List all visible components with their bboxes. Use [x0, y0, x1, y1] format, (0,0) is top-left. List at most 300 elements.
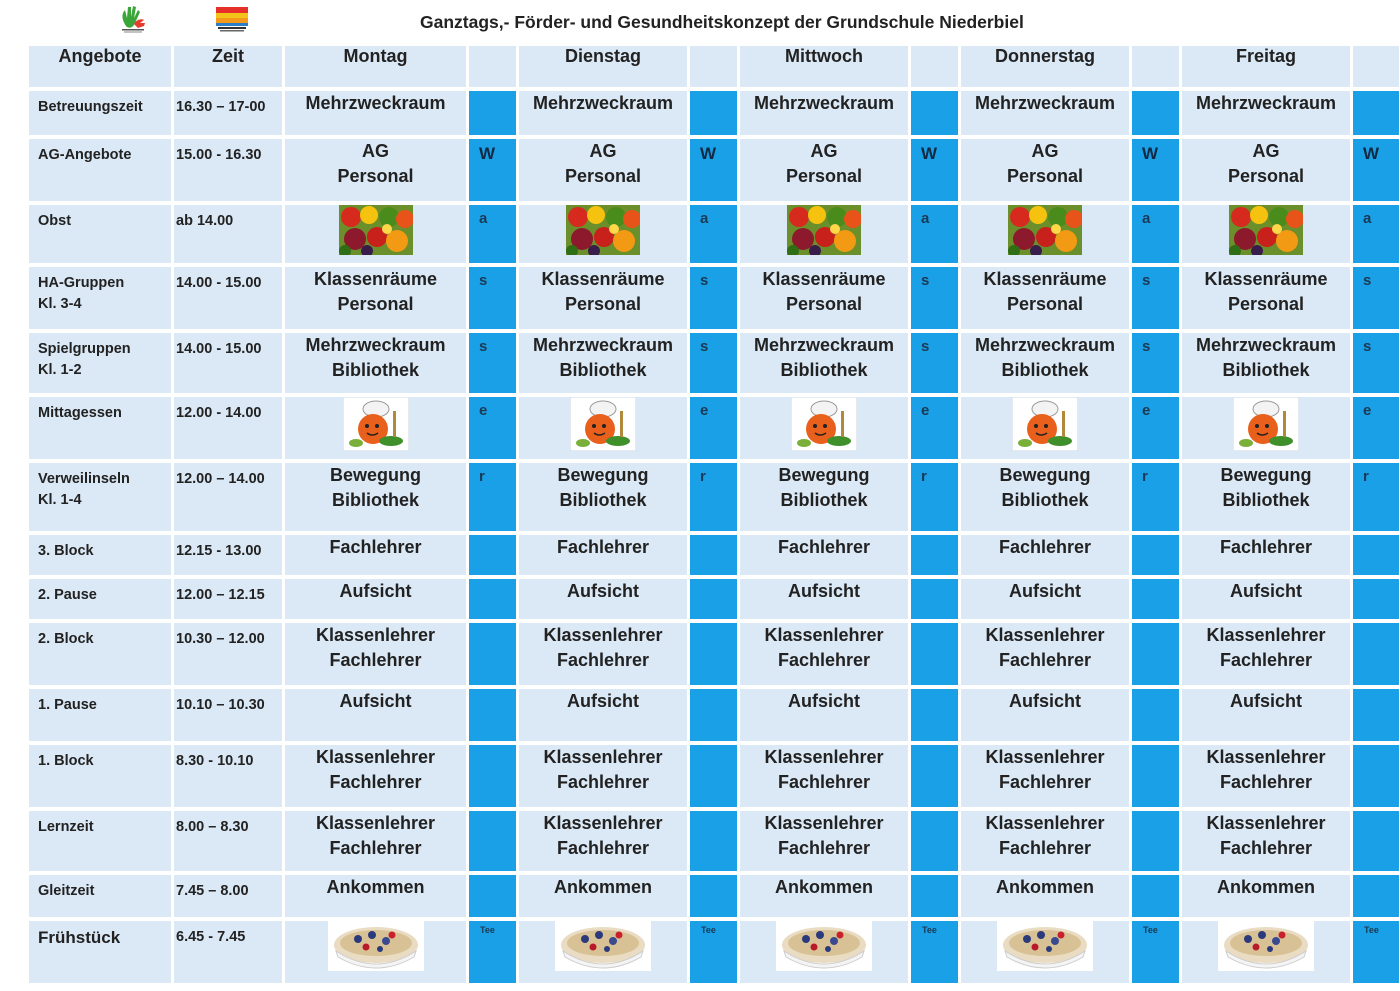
vertical-letter-cell: s — [1353, 333, 1399, 393]
cell-text: Fachlehrer — [556, 772, 650, 792]
cell-text: Bibliothek — [559, 360, 647, 380]
vertical-letter-cell — [911, 623, 958, 685]
cell-dienstag — [519, 139, 687, 201]
cell-text: Personal — [785, 166, 863, 186]
cell-mittwoch — [740, 205, 908, 263]
vertical-letter-cell — [1353, 745, 1399, 807]
cell-text: AG — [1252, 141, 1280, 161]
column-header-gap — [911, 46, 958, 87]
vertical-letter-cell — [1132, 811, 1179, 871]
row-label — [29, 745, 171, 807]
vertical-letter-cell — [469, 623, 516, 685]
cell-dienstag — [519, 745, 687, 807]
cell-donnerstag — [961, 333, 1129, 393]
vertical-letter-cell: r — [911, 463, 958, 531]
cell-freitag — [1182, 397, 1350, 459]
row-label — [29, 267, 171, 329]
cell-text: Klassenlehrer — [315, 813, 436, 833]
table-row — [29, 333, 1399, 393]
cell-text: AG — [1031, 141, 1059, 161]
vertical-letter-cell: Tee — [911, 921, 958, 983]
cell-text: Klassenlehrer — [1206, 625, 1326, 645]
vertical-letter-cell: s — [469, 267, 516, 329]
vertical-letter-cell — [469, 745, 516, 807]
cell-text: Mehrzweckraum — [532, 93, 674, 113]
row-label-line: 2. Pause — [38, 587, 97, 603]
row-label — [29, 139, 171, 201]
column-header-montag: Montag — [285, 46, 466, 87]
row-label — [29, 579, 171, 619]
chef-vegetables-picture — [343, 397, 409, 451]
header-row — [29, 46, 1399, 87]
cell-dienstag — [519, 91, 687, 135]
vertical-letter-cell — [1132, 745, 1179, 807]
row-time: 7.45 – 8.00 — [174, 875, 282, 917]
cell-text: Bewegung — [329, 465, 421, 485]
table-row — [29, 579, 1399, 619]
row-label — [29, 811, 171, 871]
cell-text: Personal — [785, 294, 863, 314]
cell-text: Mehrzweckraum — [1195, 93, 1337, 113]
cell-mittwoch — [740, 139, 908, 201]
cell-text: Personal — [564, 166, 642, 186]
column-header-angebote: Angebote — [29, 46, 171, 87]
table-row — [29, 811, 1399, 871]
vertical-letter-cell — [911, 811, 958, 871]
row-label-line: Gleitzeit — [38, 883, 95, 899]
table-row — [29, 745, 1399, 807]
page-title: Ganztags,- Förder- und Gesundheitskonzept der Grundschule Niederbiel — [420, 12, 1024, 32]
cell-montag — [285, 463, 466, 531]
cell-dienstag — [519, 811, 687, 871]
vertical-letter-cell: a — [1132, 205, 1179, 263]
vertical-letter-cell: s — [1132, 333, 1179, 393]
table-row — [29, 267, 1399, 329]
cell-text: Klassenlehrer — [1206, 813, 1326, 833]
cell-montag — [285, 397, 466, 459]
cell-mittwoch — [740, 333, 908, 393]
chef-vegetables-picture — [570, 397, 636, 451]
cell-freitag — [1182, 921, 1350, 983]
cell-text: Fachlehrer — [1219, 650, 1313, 670]
row-time: ab 14.00 — [174, 205, 282, 263]
vertical-letter-cell — [469, 91, 516, 135]
cell-text: Personal — [564, 294, 642, 314]
cell-text: Fachlehrer — [1219, 838, 1313, 858]
vertical-letter-cell — [1353, 535, 1399, 575]
cell-montag — [285, 875, 466, 917]
cell-mittwoch — [740, 579, 908, 619]
row-time: 12.00 – 12.15 — [174, 579, 282, 619]
cell-dienstag — [519, 875, 687, 917]
row-label — [29, 463, 171, 531]
cell-mittwoch — [740, 921, 908, 983]
cell-text: Fachlehrer — [998, 650, 1092, 670]
cell-donnerstag — [961, 811, 1129, 871]
cell-donnerstag — [961, 205, 1129, 263]
vertical-letter-cell: e — [1353, 397, 1399, 459]
cell-text: Bewegung — [778, 465, 870, 485]
cell-text: Mehrzweckraum — [305, 335, 446, 355]
vertical-letter-cell — [469, 875, 516, 917]
row-label-line: Verweilinseln — [38, 471, 130, 487]
cell-text: Mehrzweckraum — [974, 335, 1116, 355]
cell-text: Klassenlehrer — [764, 625, 884, 645]
muesli-bowl-picture — [776, 921, 872, 971]
table-row — [29, 205, 1399, 263]
cell-montag — [285, 811, 466, 871]
school-logo-icon — [214, 6, 250, 32]
cell-text: Mehrzweckraum — [974, 93, 1116, 113]
vertical-letter-cell: s — [911, 267, 958, 329]
vertical-letter-cell — [690, 535, 737, 575]
cell-text: Klassenräume — [313, 269, 438, 289]
vertical-letter-cell — [911, 579, 958, 619]
row-label-line: Frühstück — [38, 928, 121, 947]
cell-text: Fachlehrer — [1219, 772, 1313, 792]
row-label — [29, 875, 171, 917]
vertical-letter-cell — [1353, 811, 1399, 871]
cell-text: Bibliothek — [780, 490, 868, 510]
fruit-vegetables-picture — [566, 205, 640, 255]
row-label — [29, 91, 171, 135]
cell-freitag — [1182, 623, 1350, 685]
cell-dienstag — [519, 535, 687, 575]
cell-montag — [285, 535, 466, 575]
cell-text: Aufsicht — [1230, 691, 1302, 711]
muesli-bowl-picture — [1218, 921, 1314, 971]
cell-montag — [285, 689, 466, 741]
cell-dienstag — [519, 463, 687, 531]
cell-text: Fachlehrer — [777, 838, 871, 858]
cell-text: Ankommen — [326, 877, 425, 897]
cell-freitag — [1182, 875, 1350, 917]
vertical-letter-cell: e — [1132, 397, 1179, 459]
cell-montag — [285, 333, 466, 393]
cell-text: Personal — [1006, 294, 1084, 314]
cell-text: Bibliothek — [780, 360, 868, 380]
chef-vegetables-picture — [1012, 397, 1078, 451]
row-time: 8.30 - 10.10 — [174, 745, 282, 807]
vertical-letter-cell — [690, 745, 737, 807]
cell-mittwoch — [740, 623, 908, 685]
cell-text: Klassenlehrer — [315, 625, 436, 645]
cell-montag — [285, 579, 466, 619]
fruit-vegetables-picture — [1008, 205, 1082, 255]
muesli-bowl-picture — [328, 921, 424, 971]
row-time: 6.45 - 7.45 — [174, 921, 282, 983]
cell-donnerstag — [961, 397, 1129, 459]
table-row — [29, 91, 1399, 135]
cell-text: Aufsicht — [788, 691, 860, 711]
cell-text: Klassenlehrer — [985, 813, 1105, 833]
row-time: 10.30 – 12.00 — [174, 623, 282, 685]
vertical-letter-cell: e — [690, 397, 737, 459]
vertical-letter-cell — [690, 91, 737, 135]
chef-vegetables-picture — [1233, 397, 1299, 451]
vertical-letter-cell: s — [469, 333, 516, 393]
vertical-letter-cell — [690, 623, 737, 685]
cell-text: Mehrzweckraum — [532, 335, 674, 355]
cell-text: Fachlehrer — [556, 537, 650, 557]
cell-text: Klassenräume — [762, 269, 886, 289]
vertical-letter-cell — [690, 689, 737, 741]
cell-text: Bibliothek — [559, 490, 647, 510]
vertical-letter-cell: a — [911, 205, 958, 263]
vertical-letter-cell — [911, 91, 958, 135]
table-row — [29, 875, 1399, 917]
vertical-letter-cell: r — [1353, 463, 1399, 531]
row-label-line: Spielgruppen — [38, 341, 131, 357]
vertical-letter-cell — [1132, 579, 1179, 619]
cell-dienstag — [519, 205, 687, 263]
vertical-letter-cell: W — [1353, 139, 1399, 201]
vertical-letter-cell — [1132, 623, 1179, 685]
cell-montag — [285, 623, 466, 685]
vertical-letter-cell — [911, 745, 958, 807]
row-time: 12.00 - 14.00 — [174, 397, 282, 459]
row-label — [29, 535, 171, 575]
cell-donnerstag — [961, 921, 1129, 983]
row-label-line: 1. Pause — [38, 697, 97, 713]
vertical-letter-cell — [1353, 91, 1399, 135]
fruit-vegetables-picture — [339, 205, 413, 255]
cell-text: Fachlehrer — [556, 650, 650, 670]
cell-text: Bibliothek — [1001, 490, 1089, 510]
cell-text: Klassenlehrer — [985, 625, 1105, 645]
cell-text: Klassenlehrer — [315, 747, 436, 767]
cell-donnerstag — [961, 535, 1129, 575]
vertical-letter-cell: W — [1132, 139, 1179, 201]
cell-text: Personal — [1227, 166, 1305, 186]
cell-donnerstag — [961, 689, 1129, 741]
vertical-letter-cell: e — [911, 397, 958, 459]
cell-text: Bewegung — [1220, 465, 1312, 485]
cell-donnerstag — [961, 579, 1129, 619]
cell-dienstag — [519, 921, 687, 983]
cell-freitag — [1182, 579, 1350, 619]
table-row — [29, 139, 1399, 201]
vertical-letter-cell — [1132, 689, 1179, 741]
cell-mittwoch — [740, 745, 908, 807]
cell-text: AG — [362, 141, 389, 161]
cell-text: Ankommen — [1216, 877, 1315, 897]
chef-vegetables-picture — [791, 397, 857, 451]
table-row — [29, 689, 1399, 741]
cell-text: Klassenlehrer — [985, 747, 1105, 767]
vertical-letter-cell — [1353, 689, 1399, 741]
row-label-line: AG-Angebote — [38, 147, 132, 163]
table-row — [29, 535, 1399, 575]
schedule-table — [26, 42, 1400, 987]
column-header-zeit: Zeit — [174, 46, 282, 87]
vertical-letter-cell: s — [690, 267, 737, 329]
cell-text: Fachlehrer — [777, 772, 871, 792]
vertical-letter-cell: s — [911, 333, 958, 393]
row-label-line: Betreuungszeit — [38, 99, 143, 115]
cell-text: Mehrzweckraum — [753, 93, 895, 113]
cell-text: Klassenlehrer — [1206, 747, 1326, 767]
row-time: 12.00 – 14.00 — [174, 463, 282, 531]
cell-text: Bibliothek — [1001, 360, 1089, 380]
cell-freitag — [1182, 205, 1350, 263]
cell-donnerstag — [961, 875, 1129, 917]
cell-text: Klassenräume — [1204, 269, 1328, 289]
cell-text: Fachlehrer — [998, 537, 1092, 557]
cell-mittwoch — [740, 535, 908, 575]
vertical-letter-cell — [1132, 535, 1179, 575]
vertical-letter-cell: a — [469, 205, 516, 263]
column-header-freitag: Freitag — [1182, 46, 1350, 87]
column-header-dienstag: Dienstag — [519, 46, 687, 87]
cell-text: Fachlehrer — [556, 838, 650, 858]
vertical-letter-cell — [1353, 623, 1399, 685]
vertical-letter-cell: r — [690, 463, 737, 531]
cell-freitag — [1182, 811, 1350, 871]
cell-mittwoch — [740, 689, 908, 741]
vertical-letter-cell — [911, 875, 958, 917]
vertical-letter-cell: Tee — [690, 921, 737, 983]
row-label — [29, 623, 171, 685]
cell-mittwoch — [740, 811, 908, 871]
vertical-letter-cell: W — [911, 139, 958, 201]
row-label-line: 2. Block — [38, 631, 94, 647]
vertical-letter-cell — [1353, 579, 1399, 619]
cell-donnerstag — [961, 623, 1129, 685]
fruit-vegetables-picture — [1229, 205, 1303, 255]
row-time: 10.10 – 10.30 — [174, 689, 282, 741]
table-row — [29, 397, 1399, 459]
vertical-letter-cell: r — [469, 463, 516, 531]
vertical-letter-cell — [690, 875, 737, 917]
vertical-letter-cell — [469, 579, 516, 619]
cell-text: Fachlehrer — [329, 537, 422, 557]
row-label — [29, 397, 171, 459]
cell-text: Klassenlehrer — [764, 813, 884, 833]
cell-text: Bibliothek — [1222, 490, 1310, 510]
row-label-line: HA-Gruppen — [38, 275, 125, 291]
cell-freitag — [1182, 139, 1350, 201]
cell-montag — [285, 921, 466, 983]
column-header-mittwoch: Mittwoch — [740, 46, 908, 87]
cell-mittwoch — [740, 91, 908, 135]
muesli-bowl-picture — [997, 921, 1093, 971]
vertical-letter-cell: e — [469, 397, 516, 459]
cell-text: Mehrzweckraum — [1195, 335, 1337, 355]
row-time: 14.00 - 15.00 — [174, 333, 282, 393]
cell-text: Fachlehrer — [329, 650, 422, 670]
vertical-letter-cell — [1132, 875, 1179, 917]
vertical-letter-cell — [690, 579, 737, 619]
cell-text: Ankommen — [774, 877, 873, 897]
cell-mittwoch — [740, 397, 908, 459]
column-header-gap — [1353, 46, 1399, 87]
cell-text: Fachlehrer — [1219, 537, 1313, 557]
vertical-letter-cell — [469, 689, 516, 741]
cell-text: Fachlehrer — [998, 772, 1092, 792]
vertical-letter-cell: s — [690, 333, 737, 393]
cell-dienstag — [519, 623, 687, 685]
cell-text: Aufsicht — [1230, 581, 1302, 601]
cell-text: Fachlehrer — [329, 772, 422, 792]
vertical-letter-cell: Tee — [1132, 921, 1179, 983]
cell-text: Fachlehrer — [998, 838, 1092, 858]
cell-text: Mehrzweckraum — [305, 93, 446, 113]
cell-donnerstag — [961, 139, 1129, 201]
row-time: 16.30 – 17-00 — [174, 91, 282, 135]
vertical-letter-cell: a — [690, 205, 737, 263]
vertical-letter-cell — [1132, 91, 1179, 135]
cell-freitag — [1182, 463, 1350, 531]
vertical-letter-cell — [911, 535, 958, 575]
cell-dienstag — [519, 397, 687, 459]
cell-montag — [285, 267, 466, 329]
fruit-vegetables-picture — [787, 205, 861, 255]
vertical-letter-cell: s — [1132, 267, 1179, 329]
cell-text: Klassenlehrer — [543, 813, 663, 833]
column-header-donnerstag: Donnerstag — [961, 46, 1129, 87]
vertical-letter-cell: r — [1132, 463, 1179, 531]
hands-logo-icon — [116, 4, 150, 34]
muesli-bowl-picture — [555, 921, 651, 971]
cell-text: Bewegung — [999, 465, 1091, 485]
vertical-letter-cell — [690, 811, 737, 871]
vertical-letter-cell — [911, 689, 958, 741]
cell-text: Aufsicht — [567, 581, 639, 601]
row-time: 15.00 - 16.30 — [174, 139, 282, 201]
cell-text: Personal — [337, 294, 414, 314]
row-label-line: Kl. 1-4 — [38, 492, 82, 508]
cell-text: Ankommen — [553, 877, 652, 897]
cell-dienstag — [519, 333, 687, 393]
row-time: 8.00 – 8.30 — [174, 811, 282, 871]
row-label-line: Kl. 1-2 — [38, 362, 82, 378]
cell-montag — [285, 91, 466, 135]
cell-text: Klassenräume — [541, 269, 665, 289]
row-label-line: Mittagessen — [38, 405, 122, 421]
cell-text: Personal — [1006, 166, 1084, 186]
cell-freitag — [1182, 91, 1350, 135]
vertical-letter-cell: s — [1353, 267, 1399, 329]
cell-text: Bewegung — [557, 465, 649, 485]
vertical-letter-cell — [1353, 875, 1399, 917]
cell-text: Personal — [1227, 294, 1305, 314]
cell-text: Aufsicht — [567, 691, 639, 711]
column-header-gap — [469, 46, 516, 87]
row-label-line: Obst — [38, 213, 72, 229]
cell-donnerstag — [961, 267, 1129, 329]
cell-text: Aufsicht — [339, 581, 412, 601]
cell-freitag — [1182, 333, 1350, 393]
cell-text: Klassenlehrer — [764, 747, 884, 767]
cell-dienstag — [519, 579, 687, 619]
vertical-letter-cell — [469, 535, 516, 575]
row-time: 12.15 - 13.00 — [174, 535, 282, 575]
cell-donnerstag — [961, 91, 1129, 135]
cell-text: Fachlehrer — [777, 650, 871, 670]
row-label — [29, 921, 171, 983]
vertical-letter-cell: W — [469, 139, 516, 201]
vertical-letter-cell — [469, 811, 516, 871]
cell-text: Klassenlehrer — [543, 625, 663, 645]
cell-montag — [285, 139, 466, 201]
cell-text: Aufsicht — [339, 691, 412, 711]
row-time: 14.00 - 15.00 — [174, 267, 282, 329]
cell-text: Mehrzweckraum — [753, 335, 895, 355]
cell-text: Ankommen — [995, 877, 1094, 897]
vertical-letter-cell: W — [690, 139, 737, 201]
cell-text: Fachlehrer — [329, 838, 422, 858]
